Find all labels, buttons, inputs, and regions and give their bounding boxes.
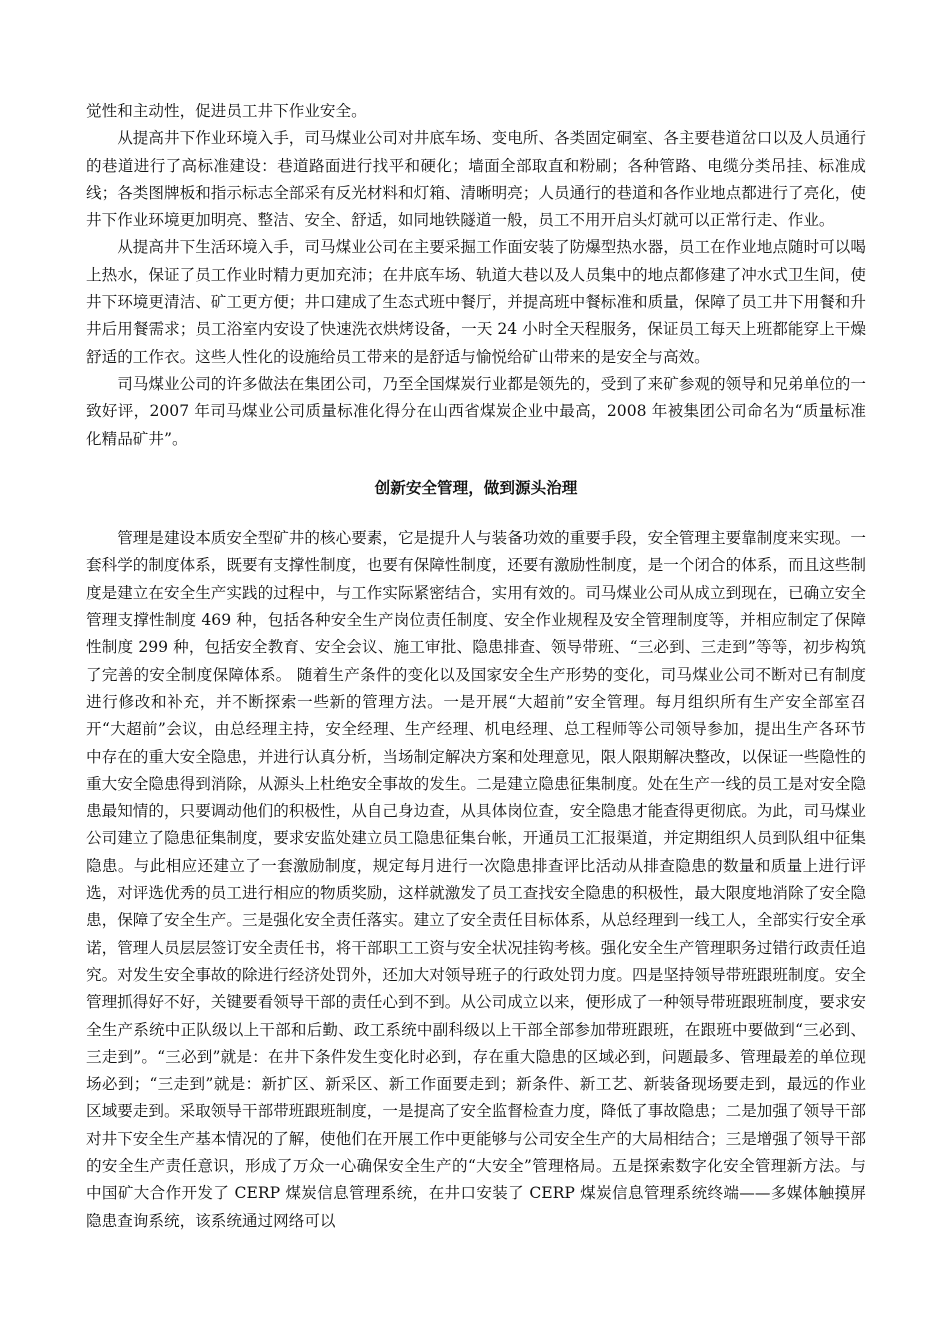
- paragraph-living-environment: 从提高井下生活环境入手，司马煤业公司在主要采掘工作面安装了防爆型热水器，员工在作业地点随时可以喝上热水，保证了员工作业时精力更加充沛；在井底车场、轨道大巷以及人员集中的地点都修建了冲水式卫生间，使井下环境更清洁、矿工更方便；井口建成了生态式班中餐厅，并提高班中餐标准和质量，保障了员工井下用餐和升井后用餐需求；员工浴室内安设了快速洗衣烘烤设备，一天 24 小时全天程服务，保证员工每天上班都能穿上干燥舒适的工作衣。这些人性化的设施给员工带来的是舒适与愉悦给矿山带来的是安全与高效。: [86, 238, 866, 366]
- document-page: [86, 98, 866, 1235]
- section-heading: 创新安全管理，做到源头治理: [374, 478, 578, 497]
- paragraph-continuation: 觉性和主动性，促进员工井下作业安全。: [86, 102, 367, 120]
- paragraph-safety-management: 管理是建设本质安全型矿井的核心要素，它是提升人与装备功效的重要手段，安全管理主要靠制度来实现。一套科学的制度体系，既要有支撑性制度，也要有保障性制度，还要有激励性制度，是一个闭合的体系，而且这些制度是建立在安全生产实践的过程中，与工作实际紧密结合，实用有效的。司马煤业公司从成立到现在，已确立安全管理支撑性制度 469 种，包括各种安全生产岗位责任制度、安全作业规程及安全管理制度等，并相应制定了保障性制度 299 种，包括安全教育、安全会议、施工审批、隐患排查、领导带班、“三必到、三走到”等等，初步构筑了完善的安全制度保障体系。 随着生产条件的变化以及国家安全生产形势的变化，司马煤业公司不断对已有制度进行修改和补充，并不断探索一些新的管理方法。一是开展“大超前”安全管理。每月组织所有生产安全部室召开“大超前”会议，由总经理主持，安全经理、生产经理、机电经理、总工程师等公司领导参加，提出生产各环节中存在的重大安全隐患，并进行认真分析，当场制定解决方案和处理意见，限人限期解决整改，以保证一些隐性的重大安全隐患得到消除，从源头上杜绝安全事故的发生。二是建立隐患征集制度。处在生产一线的员工是对安全隐患最知情的，只要调动他们的积极性，从自己身边查，从具体岗位查，安全隐患才能查得更彻底。为此，司马煤业公司建立了隐患征集制度，要求安监处建立员工隐患征集台帐，开通员工汇报渠道，并定期组织人员到队组中征集隐患。与此相应还建立了一套激励制度，规定每月进行一次隐患排查评比活动从排查隐患的数量和质量上进行评选，对评选优秀的员工进行相应的物质奖励，这样就激发了员工查找安全隐患的积极性，最大限度地消除了安全隐患，保障了安全生产。三是强化安全责任落实。建立了安全责任目标体系，从总经理到一线工人，全部实行安全承诺，管理人员层层签订安全责任书，将干部职工工资与安全状况挂钩考核。强化安全生产管理职务过错行政责任追究。对发生安全事故的除进行经济处罚外，还加大对领导班子的行政处罚力度。四是坚持领导带班跟班制度。安全管理抓得好不好，关键要看领导干部的责任心到不到。从公司成立以来，便形成了一种领导带班跟班制度，要求安全生产系统中正队级以上干部和后勤、政工系统中副科级以上干部全部参加带班跟班，在跟班中要做到“三必到、三走到”。“三必到”就是：在井下条件发生变化时必到，存在重大隐患的区域必到，问题最多、管理最差的单位现场必到；“三走到”就是：新扩区、新采区、新工作面要走到；新条件、新工艺、新装备现场要走到，最远的作业区域要走到。采取领导干部带班跟班制度，一是提高了安全监督检查力度，降低了事故隐患；二是加强了领导干部对井下安全生产基本情况的了解，使他们在开展工作中更能够与公司安全生产的大局相结合；三是增强了领导干部的安全生产责任意识，形成了万众一心确保安全生产的“大安全”管理格局。五是探索数字化安全管理新方法。与中国矿大合作开发了 CERP 煤炭信息管理系统，在井口安装了 CERP 煤炭信息管理系统终端——多媒体触摸屏隐患查询系统，该系统通过网络可以: [86, 529, 866, 1230]
- paragraph-work-environment: 从提高井下作业环境入手，司马煤业公司对井底车场、变电所、各类固定硐室、各主要巷道岔口以及人员通行的巷道进行了高标准建设：巷道路面进行找平和硬化；墙面全部取直和粉刷；各种管路、电缆分类吊挂、标准成线；各类图牌板和指示标志全部采有反光材料和灯箱、清晰明亮；人员通行的巷道和各作业地点都进行了亮化，使井下作业环境更加明亮、整洁、安全、舒适，如同地铁隧道一般，员工不用开启头灯就可以正常行走、作业。: [86, 129, 866, 230]
- paragraph-recognition: 司马煤业公司的许多做法在集团公司，乃至全国煤炭行业都是领先的，受到了来矿参观的领导和兄弟单位的一致好评，2007 年司马煤业公司质量标准化得分在山西省煤炭企业中最高，2008 年被集团公司命名为“质量标准化精品矿井”。: [86, 374, 866, 448]
